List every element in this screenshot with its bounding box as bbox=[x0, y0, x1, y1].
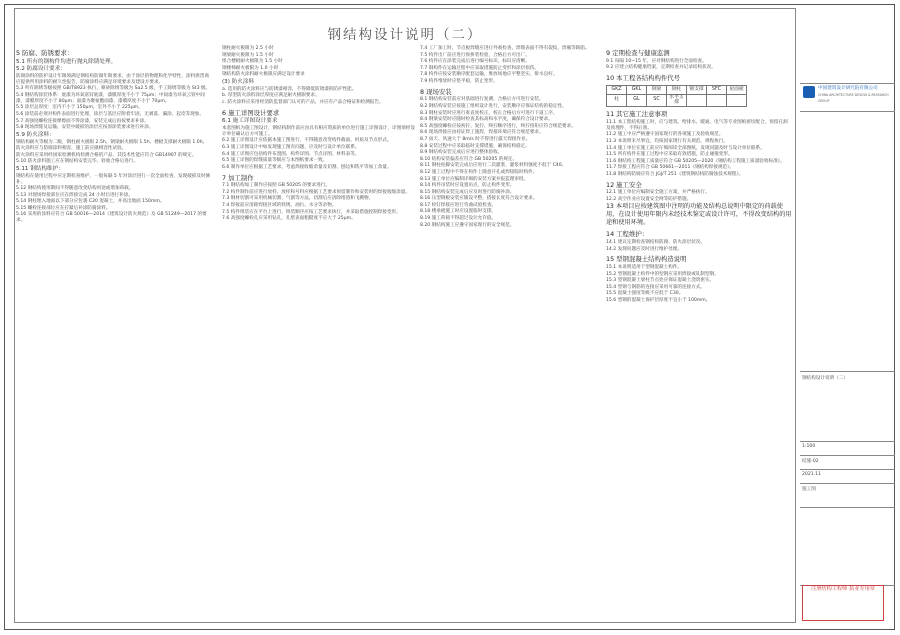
col3-line: 8.8 安装过程中应采取临时支撑措施，确保结构稳定。 bbox=[420, 143, 530, 149]
col2-line: 7.2 构件制作前应进行放样，放样和号料应根据工艺要求预留制作和安装时的焊接收缩余量。 bbox=[222, 189, 410, 195]
col2-line: 组合楼板耐火极限为 1.5 小时 bbox=[222, 59, 283, 65]
col4-line: 11.7 焊接工程应符合 GB 50661—2011《钢结构焊接规范》。 bbox=[606, 165, 735, 171]
col3-line: 7.4 工厂加工时，节点板焊缝应进行外观检查，焊缝表面不得有裂纹、焊瘤等缺陷。 bbox=[420, 46, 590, 51]
col2-line: 钢柱耐火极限为 2.5 小时 bbox=[222, 46, 274, 51]
col2-line: 6.1 施工详图设计要求 bbox=[222, 118, 278, 125]
code-cell bbox=[707, 94, 727, 107]
col3-line: 8.5 高强度螺栓应按初拧、复拧、终拧顺序进行，终拧扭矩应符合规范要求。 bbox=[420, 123, 576, 129]
col2-line: 钢梁耐火极限为 1.5 小时 bbox=[222, 52, 274, 58]
col1-line: 5.10 防火涂料施工应在钢结构安装完毕、验收合格后进行。 bbox=[16, 159, 138, 165]
col3-line: 8.20 钢结构施工应遵守国家现行的安全规范。 bbox=[420, 222, 515, 228]
col1-line: 5.6 涂装前必须对构件表面进行处理，涂层与基层应附着牢固，无剥落、漏涂、起皮等现象。 bbox=[16, 112, 204, 118]
col2-line: 6.2 施工详图设计应依据本施工图进行，不得随意改变构件截面、材质及节点形式。 bbox=[222, 138, 392, 144]
col2-line: 6.6 制作单位应根据工艺要求，考虑焊接收缩余量及切割、刨边和铣平等加工余量。 bbox=[222, 164, 392, 170]
tb-date: 2021.11 bbox=[802, 472, 821, 477]
col4-line: 9 定期检查与健康监测 bbox=[606, 49, 670, 57]
col3-line: 8.14 构件吊装时应设置吊点，防止构件变形。 bbox=[420, 183, 515, 189]
col1-line: 5.11 钢结构维护： bbox=[16, 165, 64, 172]
col3-line: 8.16 压型钢板安装应铺设平整，搭接长度符合设计要求。 bbox=[420, 196, 538, 202]
col3-line: 7.6 构件应在涂装完成后进行编号标识，标识应清晰。 bbox=[420, 59, 530, 65]
col2-line: 钢楼梯耐火极限为 1.0 小时 bbox=[222, 65, 279, 71]
col3-line: 8.4 钢梁安装时应随时检查其标高和水平度，确保符合设计要求。 bbox=[420, 117, 553, 123]
col3-line: 7.7 钢构件在运输过程中应采取措施防止变形和涂层损伤。 bbox=[420, 65, 540, 71]
code-cell: SC bbox=[647, 94, 667, 107]
code-cell: 柱 bbox=[607, 94, 627, 107]
col4-line: 12.2 高空作业应设置安全网等防护措施。 bbox=[606, 196, 692, 202]
col4-line: 15 型钢混凝土结构构造说明 bbox=[606, 255, 687, 264]
col4-line: 15.2 型钢混凝土构件中的型钢应采用焊接或轧制型钢。 bbox=[606, 271, 719, 277]
col1-line: 5.12 钢结构使用期间不得随意改变结构用途或增加荷载。 bbox=[16, 186, 134, 192]
col2-line: c. 防火涂料应采用经消防监督部门认可的产品，并应有产品合格证和检测报告。 bbox=[222, 99, 384, 105]
col2-line: 钢结构防火涂料耐火极限应满足设计要求 bbox=[222, 72, 305, 78]
col4-line: 11.5 所有构件在施工过程中应采取有效措施，防止碰撞变形。 bbox=[606, 152, 733, 158]
col2-line: (3) 防火涂料 bbox=[222, 78, 255, 85]
code-cell: GKZ bbox=[607, 85, 627, 94]
col4-line: 11.4 施工单位在施工前应仔细阅读全部图纸，发现问题及时与设计单位联系。 bbox=[606, 145, 765, 151]
col4-line: 13 本项目应按建筑图中注明的功能及结构总说明中限定的荷载使用，在设计使用年限内未经技术鉴定或设计许可，不得改变结构的用途和使用环境。 bbox=[606, 203, 792, 227]
column-1 bbox=[16, 46, 212, 225]
company-logo-icon bbox=[803, 86, 815, 98]
col2-line: 7.4 焊接前应清除焊接区域的铁锈、油污、水分等杂物。 bbox=[222, 203, 337, 208]
company-name: 中国建筑设计研究院有限公司 bbox=[818, 86, 878, 91]
col3-line: 8.2 钢结构安装应按施工组织设计进行，安装顺序应保证结构的稳定性。 bbox=[420, 103, 567, 109]
col1-line: 5.14 钢柱埋入地面以下部分应包裹 C20 混凝土，并高出地面 150mm。 bbox=[16, 199, 165, 205]
code-cell: GKL bbox=[627, 85, 647, 94]
tb-sheet: 结施-02 bbox=[802, 459, 819, 464]
col2-line: b. 厚型防火涂料涂层厚度应满足耐火极限要求。 bbox=[222, 93, 320, 99]
col3-line: 8.1 钢结构安装前应对基础进行复测，合格后方可进行安装。 bbox=[420, 97, 544, 103]
col2-line: 6 施工详图设计要求 bbox=[222, 108, 280, 117]
code-cell: 钢支撑 bbox=[687, 85, 707, 94]
col1-line: 5 防腐、防锈要求： bbox=[16, 49, 74, 57]
col2-line: 7.1 钢结构加工制作应按照 GB 50205 的要求进行。 bbox=[222, 183, 330, 189]
col2-line: 6.4 施工详图应包括构件布置图、构件详图、节点详图、材料表等。 bbox=[222, 151, 360, 157]
col3-line: 8.7 雨天、风速大于 8m/s 时不得进行露天焊接作业。 bbox=[420, 136, 531, 142]
col1-line: 防火涂料应与防腐涂料相容，施工前应做相容性试验。 bbox=[16, 146, 127, 152]
col3-line: 7.8 构件应按安装顺序配套运输，堆放场地应平整坚实、排水良好。 bbox=[420, 72, 558, 78]
col1-line: 5.1 所有的钢构件均进行抛丸除锈处理。 bbox=[16, 58, 117, 65]
col1-line: 5.9 防火涂料： bbox=[16, 131, 55, 138]
col4-line: 14.1 建议定期检查钢结构防腐、防火涂层状况。 bbox=[606, 239, 705, 245]
col3-line: 8.11 钢柱柱脚安装完成后应进行二次灌浆，灌浆材料强度不低于 C40。 bbox=[420, 163, 567, 169]
col2-line: 7.6 高强度螺栓孔应采用钻孔，孔壁表面粗糙度不应大于 25μm。 bbox=[222, 216, 356, 222]
col1-line: 钢结构在使用过程中应定期检查维护，一般每隔 5 年对涂层进行一次全面检查，发现破损及时修补。 bbox=[16, 173, 211, 185]
column-2 bbox=[222, 46, 418, 223]
col4-line: 15.6 型钢的混凝土保护层厚度不宜小于 100mm。 bbox=[606, 297, 711, 303]
col4-line: 12 施工安全 bbox=[606, 180, 642, 189]
code-cell: 钢柱 bbox=[667, 85, 687, 94]
col3-line: 8.9 钢结构安装完成后应进行整体验收。 bbox=[420, 150, 503, 156]
col1-line: 5.16 采用的涂料应符合 GB 50016—2014《建筑设计防火规范》及 GB 51249—2017 的要求。 bbox=[16, 212, 207, 224]
code-cell bbox=[727, 94, 747, 107]
col1-line: 5.5 涂层总厚度：室内不小于 150μm，室外不小于 225μm。 bbox=[16, 105, 143, 111]
col1-line: 钢结构耐火等级为二级，钢柱耐火极限 2.5h，钢梁耐火极限 1.5h，楼板支撑耐火极限 1.0h。 bbox=[16, 139, 208, 145]
code-cell: 水平支撑 bbox=[667, 94, 687, 107]
col3-line: 8 现场安装 bbox=[420, 87, 452, 96]
col4-line: 9.1 每隔 10~15 年，应对钢结构进行全面检查。 bbox=[606, 58, 707, 64]
col1-line: 5.4 钢结构涂装体系：底漆为环氧富锌底漆，漆膜厚度不小于 75μm；中间漆为环氧云铁中间漆，漆膜厚度不小于 80μm；面漆为聚氨酯面漆，漆膜厚度不小于 70μm。 bbox=[16, 92, 205, 104]
col3-line: 7.9 构件堆放时应垫平稳，防止变形。 bbox=[420, 78, 498, 84]
col3-line: 8.12 施工过程中不得在构件上随意开孔或焊接临时构件。 bbox=[420, 169, 538, 175]
tb-drawing-name: 钢结构设计说明（二） bbox=[802, 376, 848, 381]
col3-line: 8.6 现场焊接应由持证焊工施焊，焊接环境应符合规范要求。 bbox=[420, 130, 544, 136]
drawing-title: 钢结构设计说明（二） bbox=[327, 27, 483, 43]
col1-line: 5.3 所有除锈等级按照 GB/T8923 执行，喷砂除锈等级为 Sa2.5 级，手工除锈等级为 St3 级。 bbox=[16, 86, 211, 92]
code-cell: SFC bbox=[707, 85, 727, 94]
col2-line: 7.3 钢材切割可采用机械切割、气割等方法，切割后应清除熔渣和飞溅物。 bbox=[222, 196, 374, 202]
column-3 bbox=[420, 46, 600, 229]
col4-line: 15.4 型钢与钢筋的连接应采用可靠的连接方式。 bbox=[606, 284, 705, 290]
col2-line: 本套图纸为施工图设计，钢结构制作前应由具有相应资质的单位进行施工详图设计，详图须经设计单位确认后方可施工。 bbox=[222, 125, 415, 137]
col4-line: 10 本工程各结构构件代号 bbox=[606, 74, 681, 82]
col3-line: 8.15 钢结构安装完成后应及时进行防腐补涂。 bbox=[420, 189, 515, 195]
col4-line: 11 其它施工注意事项 bbox=[606, 110, 668, 119]
col4-line: 11.6 钢结构工程施工质量应符合 GB 50205—2020《钢结构工程施工质量验收标准》。 bbox=[606, 158, 785, 164]
col4-line: 11.2 施工中应严格遵守国家现行的各项施工及验收规范。 bbox=[606, 132, 724, 138]
col1-line: 5.15 螺栓连接部位应在拧紧后补涂防腐涂料。 bbox=[16, 205, 111, 211]
col1-line: 5.2 防腐设计要求： bbox=[16, 66, 66, 73]
engineer-stamp: 注册结构工程师 执业专用章 bbox=[802, 585, 884, 621]
col2-line: 6.3 施工详图设计中如发现施工图有问题，应及时与设计单位联系。 bbox=[222, 145, 360, 151]
col1-line: 防火涂料应采用经国家检测机构检测合格的产品，其技术性能应符合 GB14907 的规定。 bbox=[16, 152, 197, 158]
col3-line: 7.5 构件出厂前应进行预拼装检验，合格后方可出厂。 bbox=[420, 52, 530, 58]
col3-line: 8.13 施工单位应编制详细的安装方案并报监理审批。 bbox=[420, 176, 529, 182]
col2-line: 7 加工制作 bbox=[222, 173, 254, 182]
col1-line: 5.7 高强度螺栓连接摩擦面不得涂漆，安装完成后再按要求补涂。 bbox=[16, 118, 149, 124]
col3-line: 8.17 栓钉焊接应进行弯曲试验检查。 bbox=[420, 202, 497, 208]
col4-line: 14.2 发现问题应及时进行维护处理。 bbox=[606, 246, 683, 252]
col1-line: 5.13 对现场焊接部位应在焊接完成 24 小时后进行补涂。 bbox=[16, 192, 133, 198]
code-cell: 屋面板 bbox=[727, 85, 747, 94]
tb-stage: 施工图 bbox=[802, 487, 816, 492]
col4-line: 11.1 本工程结构施工时，应与建筑、给排水、暖通、电气等专业图纸密切配合，预留孔洞及预埋件，不得后凿。 bbox=[606, 119, 788, 131]
col3-line: 8.19 施工荷载不得超过设计允许值。 bbox=[420, 216, 497, 222]
col2-line: a. 选用的防火涂料应与防锈漆相容，不得降低防锈漆的防护性能。 bbox=[222, 86, 357, 92]
col4-line: 11.8 钢结构防腐应符合 JGJ/T 251《建筑钢结构防腐蚀技术规程》。 bbox=[606, 171, 744, 177]
col4-line: 9.2 应建立结构健康档案，定期检查并记录结构状况。 bbox=[606, 65, 716, 71]
col1-line: 5.8 现场焊缝及运输、安装中破损的涂层应按原涂装要求进行补涂。 bbox=[16, 125, 154, 131]
col3-line: 8.10 结构安装偏差应符合 GB 50205 的规定。 bbox=[420, 156, 518, 162]
col1-line: 防腐涂料的防护设计年限须满足钢结构防腐年限要求，由于涂层的物理和化学特性，涂料供货商应提供所用涂料的耐久性报告，防腐涂料应满足环境要求及建设方要求。 bbox=[16, 73, 209, 85]
code-cell: 钢梁 bbox=[647, 85, 667, 94]
col4-line: 11.3 本说明未尽事宜，均按国家现行有关规范、规程执行。 bbox=[606, 138, 728, 144]
company-name-en: CHINA ARCHITECTURE DESIGN & RESEARCH GROUP bbox=[818, 93, 889, 103]
col2-line: 7.5 构件组装应在平台上进行，组装顺序应按工艺要求执行，并采取措施控制焊接变形。 bbox=[222, 209, 401, 215]
col2-line: 6.5 施工详图的焊缝质量等级应与本图纸要求一致。 bbox=[222, 158, 328, 164]
col4-line: 15.5 混凝土强度等级不应低于 C30。 bbox=[606, 291, 684, 297]
member-code-table bbox=[606, 85, 747, 108]
col4-line: 15.1 本说明适用于型钢混凝土构件。 bbox=[606, 264, 683, 270]
col4-line: 15.3 型钢混凝土梁柱节点处应保证混凝土浇筑密实。 bbox=[606, 278, 715, 284]
code-cell bbox=[687, 94, 707, 107]
col3-line: 8.18 楼承板施工时应设置临时支撑。 bbox=[420, 209, 497, 215]
tb-scale: 1:100 bbox=[802, 444, 816, 449]
column-4 bbox=[606, 46, 792, 305]
code-cell: GL bbox=[627, 94, 647, 107]
col4-line: 12.1 施工单位应编制安全施工方案，并严格执行。 bbox=[606, 190, 710, 196]
col4-line: 14 工程维护： bbox=[606, 230, 649, 239]
col3-line: 8.3 钢柱安装时应进行垂直度校正，校正合格后方可进行下道工序。 bbox=[420, 110, 558, 116]
